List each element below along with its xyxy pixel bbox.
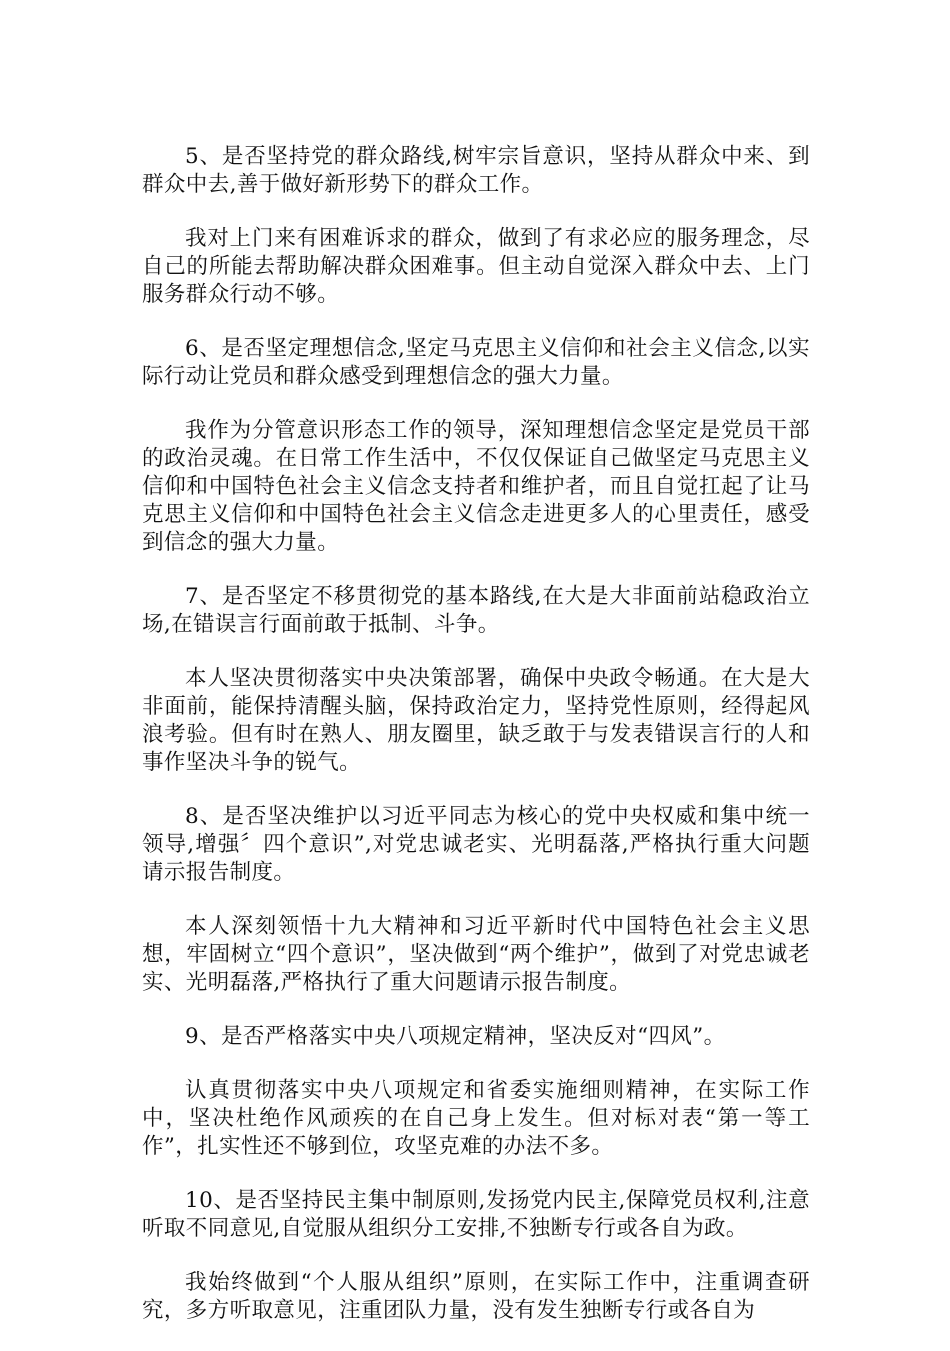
paragraph-answer-6: 我作为分管意识形态工作的领导，深知理想信念坚定是党员干部的政治灵魂。在日常工作生活中，不仅仅保证自己做坚定马克思主义信仰和中国特色社会主义信念支持者和维护者，而且自觉扛起了让马克思主义信仰和中国特色社会主义信念走进更多人的心里责任，感受到信念的强大力量。 — [142, 418, 810, 555]
paragraph-item-6-question: 6、是否坚定理想信念,坚定马克思主义信仰和社会主义信念,以实际行动让党员和群众感受到理想信念的强大力量。 — [142, 336, 810, 389]
paragraph-item-9-question: 9、是否严格落实中央八项规定精神，坚决反对“四风”。 — [185, 1024, 726, 1049]
paragraph-answer-5: 我对上门来有困难诉求的群众，做到了有求必应的服务理念，尽自己的所能去帮助解决群众困难事。但主动自觉深入群众中去、上门服务群众行动不够。 — [142, 226, 810, 307]
document-body — [142, 143, 810, 1351]
paragraph-answer-9: 认真贯彻落实中央八项规定和省委实施细则精神，在实际工作中，坚决杜绝作风顽疾的在自己身上发生。但对标对表“第一等工作”，扎实性还不够到位，攻坚克难的办法不多。 — [142, 1078, 810, 1159]
paragraph-answer-8: 本人深刻领悟十九大精神和习近平新时代中国特色社会主义思想，牢固树立“四个意识”，坚决做到“两个维护”，做到了对党忠诚老实、光明磊落,严格执行了重大问题请示报告制度。 — [142, 914, 810, 995]
paragraph-item-10-question: 10、是否坚持民主集中制原则,发扬党内民主,保障党员权利,注意听取不同意见,自觉服从组织分工安排,不独断专行或各自为政。 — [142, 1188, 810, 1241]
paragraph-item-8-question: 8、是否坚决维护以习近平同志为核心的党中央权威和集中统一领导,增强〞四个意识”,对党忠诚老实、光明磊落,严格执行重大问题请示报告制度。 — [142, 804, 810, 885]
paragraph-item-7-question: 7、是否坚定不移贯彻党的基本路线,在大是大非面前站稳政治立场,在错误言行面前敢于抵制、斗争。 — [142, 584, 810, 637]
paragraph-answer-7: 本人坚决贯彻落实中央决策部署，确保中央政令畅通。在大是大非面前，能保持清醒头脑，保持政治定力，坚持党性原则，经得起风浪考验。但有时在熟人、朋友圈里，缺乏敢于与发表错误言行的人和事作坚决斗争的锐气。 — [142, 666, 810, 775]
paragraph-item-5-question: 5、是否坚持党的群众路线,树牢宗旨意识，坚持从群众中来、到群众中去,善于做好新形势下的群众工作。 — [142, 144, 810, 197]
paragraph-answer-10: 我始终做到“个人服从组织”原则，在实际工作中，注重调查研究，多方听取意见，注重团队力量，没有发生独断专行或各自为 — [142, 1270, 810, 1323]
